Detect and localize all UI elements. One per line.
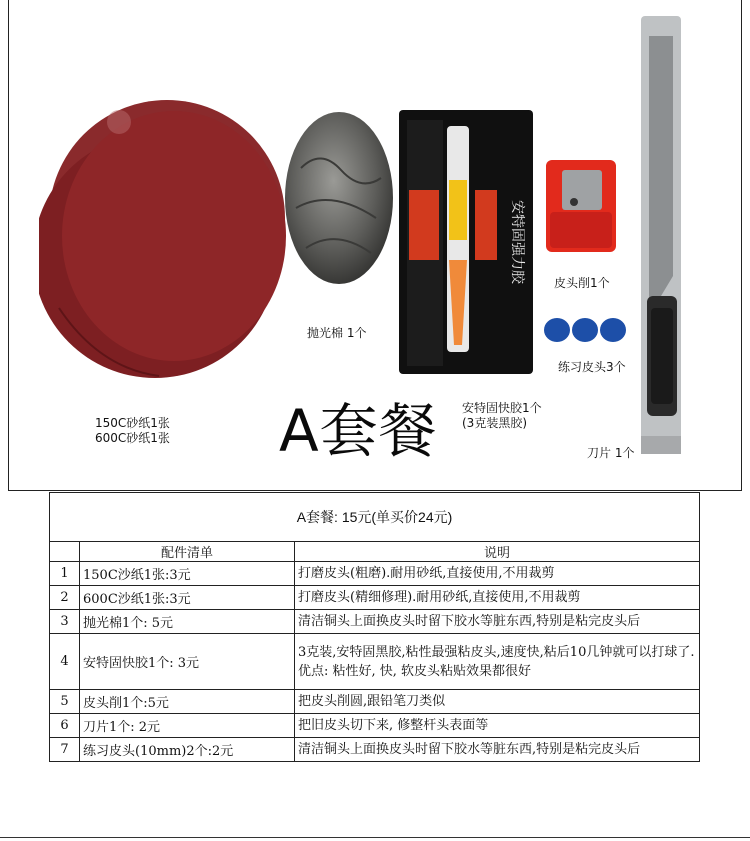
row-index: 1: [50, 562, 80, 586]
table-row: [50, 690, 700, 714]
parts-table: [49, 492, 700, 762]
row-item: 150C沙纸1张:3元: [80, 562, 295, 586]
steel-wool-image: [281, 108, 399, 288]
product-photo: [8, 0, 742, 491]
header-index: [50, 542, 80, 562]
row-item: 练习皮头(10mm)2个:2元: [80, 738, 295, 762]
table-title: A套餐: 15元(单买价24元): [50, 493, 700, 542]
row-desc: 打磨皮头(粗磨).耐用砂纸,直接使用,不用裁剪: [295, 562, 700, 586]
row-item: 皮头削1个:5元: [80, 690, 295, 714]
row-desc: 3克装,安特固黑胶,粘性最强粘皮头,速度快,粘后10几钟就可以打球了. 优点: 粘性好, 快, 软皮头粘贴效果都很好: [295, 634, 700, 690]
practice-tips-label: 练习皮头3个: [558, 360, 626, 374]
header-desc: 说明: [295, 542, 700, 562]
row-item: 600C沙纸1张:3元: [80, 586, 295, 610]
row-index: 7: [50, 738, 80, 762]
table-row: [50, 610, 700, 634]
table-row: [50, 738, 700, 762]
row-item: 刀片1个: 2元: [80, 714, 295, 738]
table-row: [50, 586, 700, 610]
row-desc: 清洁铜头上面换皮头时留下胶水等脏东西,特别是粘完皮头后: [295, 610, 700, 634]
sandpaper-label-2: 600C砂纸1张: [95, 431, 170, 445]
table-row: [50, 714, 700, 738]
row-desc: 清洁铜头上面换皮头时留下胶水等脏东西,特别是粘完皮头后: [295, 738, 700, 762]
blade-label: 刀片 1个: [587, 446, 635, 460]
sandpaper-discs-image: [39, 78, 301, 380]
row-index: 6: [50, 714, 80, 738]
row-desc: 把皮头削圆,跟铅笔刀类似: [295, 690, 700, 714]
bottom-divider: [0, 837, 750, 838]
table-row: [50, 562, 700, 586]
row-index: 3: [50, 610, 80, 634]
glue-label-1: 安特固快胶1个: [462, 401, 542, 415]
row-index: 5: [50, 690, 80, 714]
header-item: 配件清单: [80, 542, 295, 562]
row-index: 4: [50, 634, 80, 690]
glue-package-image: [399, 110, 535, 376]
row-desc: 把旧皮头切下来, 修整杆头表面等: [295, 714, 700, 738]
row-desc: 打磨皮头(精细修理).耐用砂纸,直接使用,不用裁剪: [295, 586, 700, 610]
row-index: 2: [50, 586, 80, 610]
package-title: A套餐: [279, 397, 438, 465]
blade-knife-image: [637, 16, 689, 456]
glue-package-text: 安特固强力胶: [509, 200, 525, 284]
row-item: 抛光棉1个: 5元: [80, 610, 295, 634]
tip-shaper-label: 皮头削1个: [554, 276, 610, 290]
table-row: [50, 634, 700, 690]
row-item: 安特固快胶1个: 3元: [80, 634, 295, 690]
steel-wool-label: 抛光棉 1个: [307, 326, 367, 340]
tip-shaper-image: [544, 160, 620, 256]
practice-tips-image: [541, 314, 631, 346]
glue-label-2: (3克装黑胶): [462, 416, 527, 430]
sandpaper-label-1: 150C砂纸1张: [95, 416, 170, 430]
